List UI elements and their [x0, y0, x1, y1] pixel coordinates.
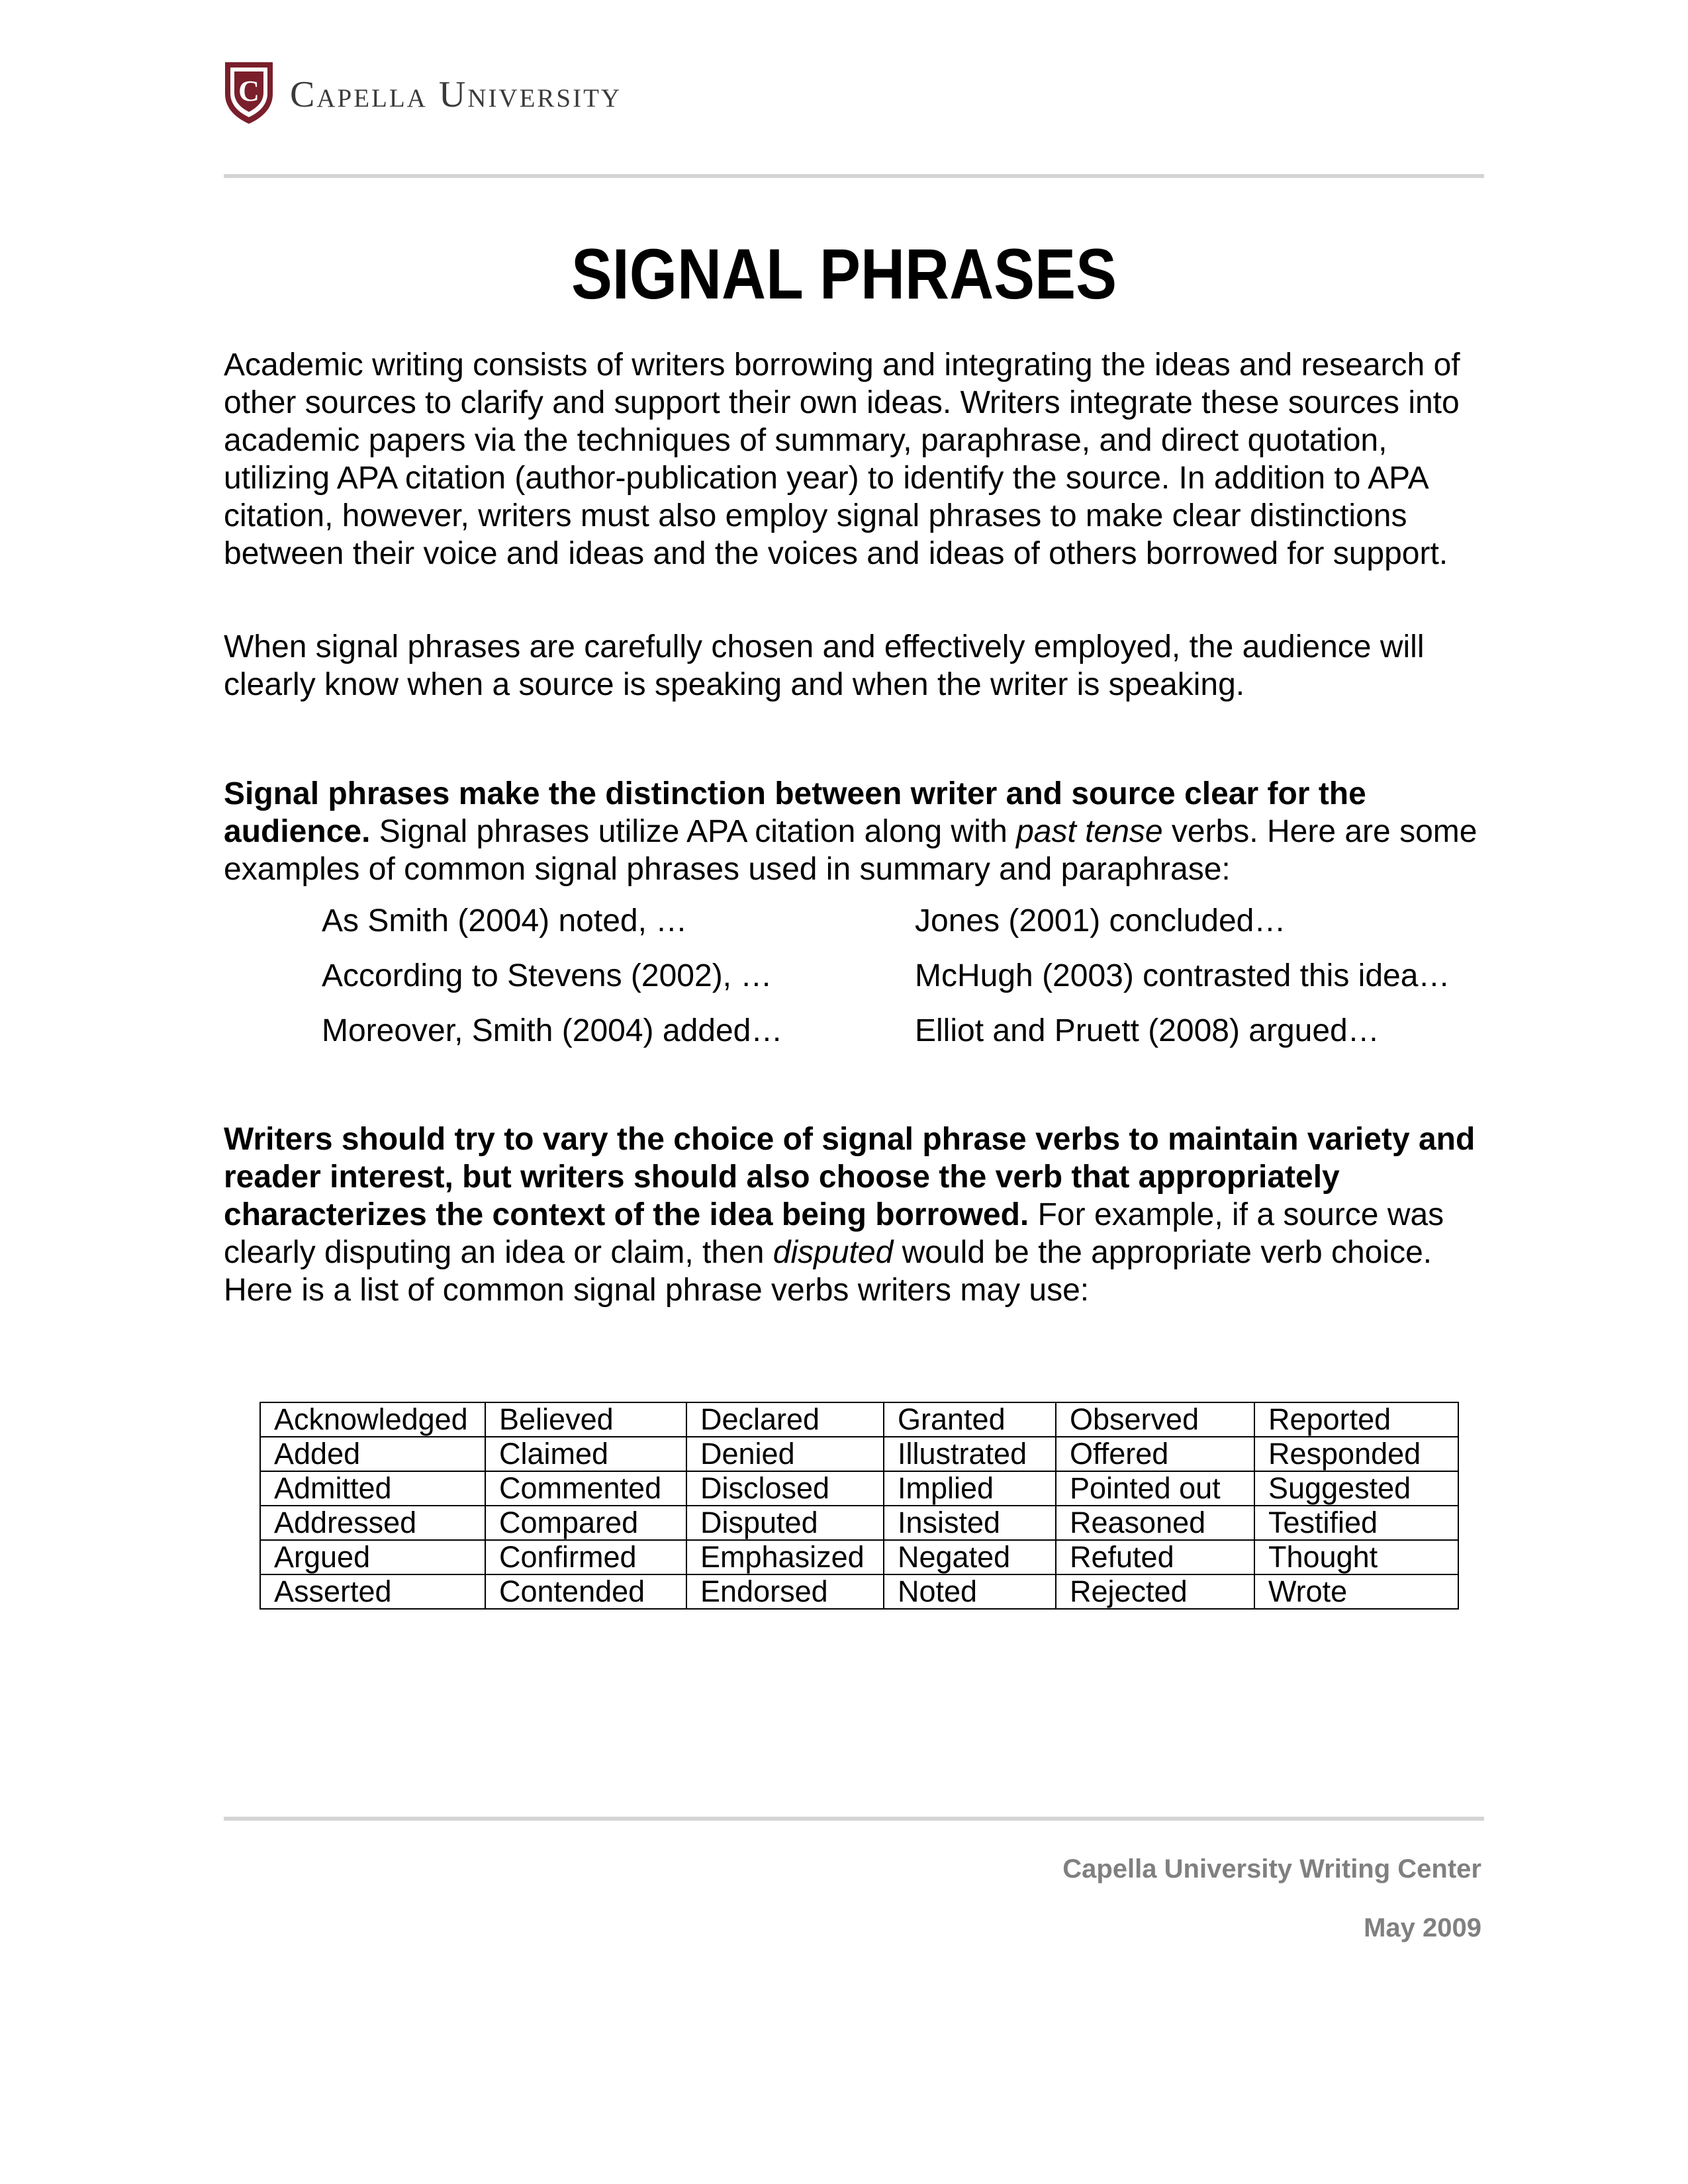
shield-c-logo-icon — [222, 60, 275, 126]
verb-cell: Implied — [884, 1471, 1056, 1506]
verb-cell: Commented — [485, 1471, 686, 1506]
verb-cell: Wrote — [1254, 1574, 1458, 1609]
intro-paragraph-1: Academic writing consists of writers borrowing and integrating the ideas and research of other sources to clarify and support their own ideas. Writers integrate these sources into academic papers via the techniques of summary, paraphrase, and direct quotation, utilizing APA citation (author-publication year) to identify the source. In addition to APA citation, however, writers must also employ signal phrases to make clear distinctions between their voice and ideas and the voices and ideas of others borrowed for support. — [224, 347, 1460, 571]
signal-phrases-italic: past tense — [1016, 814, 1163, 849]
verb-cell: Reasoned — [1056, 1506, 1254, 1540]
verb-cell: Offered — [1056, 1437, 1254, 1471]
verb-cell: Declared — [686, 1402, 884, 1437]
signal-phrases-lead: Signal phrases make the distinction between writer and source clear for the audience. — [224, 776, 1366, 849]
svg-text:C: C — [238, 75, 259, 107]
verb-cell: Insisted — [884, 1506, 1056, 1540]
signal-phrases-text-b: verbs. Here are some examples of common signal phrases used in summary and paraphrase: — [224, 814, 1477, 887]
verb-choice-paragraph — [224, 1120, 1495, 1309]
example-phrase: As Smith (2004) noted, … — [322, 903, 688, 938]
verb-cell: Endorsed — [686, 1574, 884, 1609]
verb-cell: Observed — [1056, 1402, 1254, 1437]
verb-cell: Granted — [884, 1402, 1056, 1437]
verb-cell: Noted — [884, 1574, 1056, 1609]
verb-cell: Admitted — [260, 1471, 485, 1506]
brand-name: Capella University — [290, 74, 622, 115]
verb-cell: Testified — [1254, 1506, 1458, 1540]
verb-cell: Believed — [485, 1402, 686, 1437]
footer-date: May 2009 — [1364, 1913, 1481, 1942]
verb-cell: Compared — [485, 1506, 686, 1540]
example-phrase: Elliot and Pruett (2008) argued… — [915, 1013, 1380, 1048]
example-phrases — [322, 902, 1513, 1067]
verb-cell: Refuted — [1056, 1540, 1254, 1574]
verb-cell: Suggested — [1254, 1471, 1458, 1506]
verb-cell: Contended — [485, 1574, 686, 1609]
example-phrase: Moreover, Smith (2004) added… — [322, 1013, 783, 1048]
verb-cell: Reported — [1254, 1402, 1458, 1437]
verb-cell: Thought — [1254, 1540, 1458, 1574]
verb-cell: Disputed — [686, 1506, 884, 1540]
verb-cell: Responded — [1254, 1437, 1458, 1471]
verb-cell: Addressed — [260, 1506, 485, 1540]
table-row — [260, 1437, 1458, 1471]
verb-cell: Negated — [884, 1540, 1056, 1574]
example-row — [322, 902, 1513, 957]
example-row — [322, 957, 1513, 1012]
table-row — [260, 1471, 1458, 1506]
verb-cell: Rejected — [1056, 1574, 1254, 1609]
table-row — [260, 1402, 1458, 1437]
footer-divider — [224, 1817, 1484, 1821]
intro-paragraph-2: When signal phrases are carefully chosen and effectively employed, the audience will clearly know when a source is speaking and when the writer is speaking. — [224, 629, 1425, 702]
verb-cell: Added — [260, 1437, 485, 1471]
verb-cell: Illustrated — [884, 1437, 1056, 1471]
verb-choice-italic: disputed — [773, 1235, 894, 1270]
example-phrase: According to Stevens (2002), … — [322, 958, 773, 993]
signal-verbs-table — [259, 1402, 1459, 1610]
signal-phrases-paragraph — [224, 775, 1495, 888]
verb-choice-text-b: would be the appropriate verb choice. Here is a list of common signal phrase verbs writers may use: — [224, 1235, 1432, 1308]
verb-cell: Denied — [686, 1437, 884, 1471]
footer-org: Capella University Writing Center — [1062, 1854, 1481, 1884]
verb-cell: Claimed — [485, 1437, 686, 1471]
example-row — [322, 1012, 1513, 1067]
example-phrase: McHugh (2003) contrasted this idea… — [915, 958, 1450, 993]
table-row — [260, 1574, 1458, 1609]
verb-choice-lead: Writers should try to vary the choice of signal phrase verbs to maintain variety and reader interest, but writers should also choose the verb that appropriately characterizes the context of the idea being borrowed. — [224, 1122, 1476, 1232]
header-divider — [224, 174, 1484, 178]
verb-choice-text-a: For example, if a source was clearly disputing an idea or claim, then — [224, 1197, 1444, 1270]
table-row — [260, 1506, 1458, 1540]
verb-cell: Disclosed — [686, 1471, 884, 1506]
verb-cell: Argued — [260, 1540, 485, 1574]
signal-phrases-text-a: Signal phrases utilize APA citation along with — [370, 814, 1017, 849]
verb-cell: Confirmed — [485, 1540, 686, 1574]
page-title: SIGNAL PHRASES — [571, 234, 1117, 314]
verb-cell: Emphasized — [686, 1540, 884, 1574]
brand-logo — [222, 60, 622, 126]
verb-cell: Pointed out — [1056, 1471, 1254, 1506]
verb-cell: Asserted — [260, 1574, 485, 1609]
example-phrase: Jones (2001) concluded… — [915, 903, 1286, 938]
verb-cell: Acknowledged — [260, 1402, 485, 1437]
table-row — [260, 1540, 1458, 1574]
